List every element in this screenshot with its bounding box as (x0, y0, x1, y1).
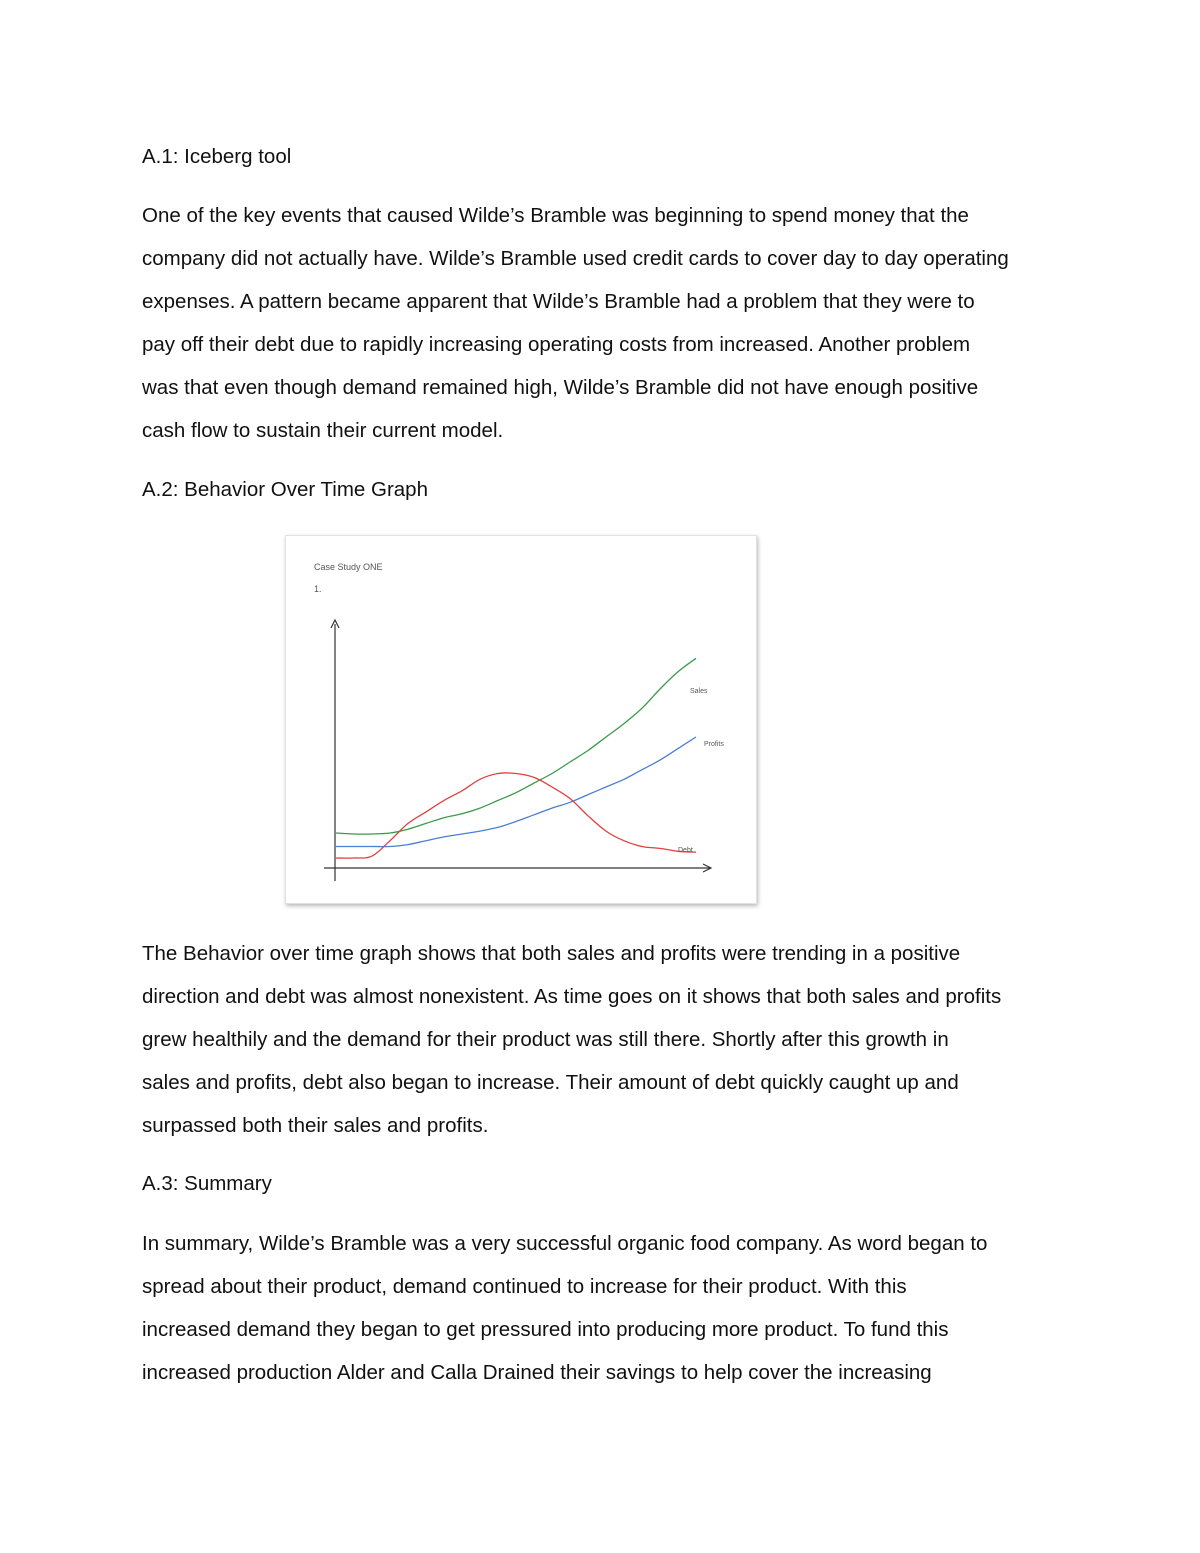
paragraph-a3 (142, 1222, 1062, 1394)
paragraph-line: direction and debt was almost nonexistent. As time goes on it shows that both sales and profits (142, 985, 1002, 1008)
behavior-over-time-figure (285, 535, 757, 904)
paragraph-line: expenses. A pattern became apparent that Wilde’s Bramble had a problem that they were to (142, 290, 975, 313)
heading-text: A.1: Iceberg tool (142, 145, 292, 168)
paragraph-line: In summary, Wilde’s Bramble was a very successful organic food company. As word began to (142, 1232, 988, 1255)
series-line-profits (336, 737, 696, 847)
heading-text: A.3: Summary (142, 1172, 272, 1195)
paragraph-line: spread about their product, demand continued to increase for their product. With this (142, 1275, 907, 1298)
series-label-sales: Sales (690, 688, 708, 695)
paragraph-line: cash flow to sustain their current model. (142, 419, 504, 442)
series-label-profits: Profits (704, 741, 724, 748)
paragraph-line: sales and profits, debt also began to increase. Their amount of debt quickly caught up and (142, 1071, 959, 1094)
figure-caption-title: Case Study ONE (314, 562, 383, 572)
paragraph-line: increased demand they began to get pressured into producing more product. To fund this (142, 1318, 949, 1341)
paragraph-line: grew healthily and the demand for their product was still there. Shortly after this growth in (142, 1028, 949, 1051)
paragraph-line: pay off their debt due to rapidly increasing operating costs from increased. Another problem (142, 333, 971, 356)
series-label-debt: Debt (678, 847, 693, 854)
series-line-debt (336, 773, 696, 858)
paragraph-line: surpassed both their sales and profits. (142, 1114, 489, 1137)
section-heading-a1 (142, 135, 291, 178)
paragraph-line: increased production Alder and Calla Drained their savings to help cover the increasing (142, 1361, 932, 1384)
series-line-sales (336, 658, 696, 834)
figure-caption-number: 1. (314, 584, 322, 594)
series-layer (336, 658, 696, 858)
paragraph-line: company did not actually have. Wilde’s Bramble used credit cards to cover day to day operating (142, 247, 1009, 270)
paragraph-a1 (142, 194, 1062, 452)
paragraph-line: One of the key events that caused Wilde’s Bramble was beginning to spend money that the (142, 204, 969, 227)
heading-text: A.2: Behavior Over Time Graph (142, 478, 428, 501)
behavior-over-time-chart (286, 536, 756, 903)
section-heading-a2 (142, 468, 428, 511)
paragraph-line: The Behavior over time graph shows that both sales and profits were trending in a positive (142, 942, 961, 965)
paragraph-a2 (142, 932, 1062, 1147)
paragraph-line: was that even though demand remained high, Wilde’s Bramble did not have enough positive (142, 376, 979, 399)
section-heading-a3 (142, 1162, 272, 1205)
